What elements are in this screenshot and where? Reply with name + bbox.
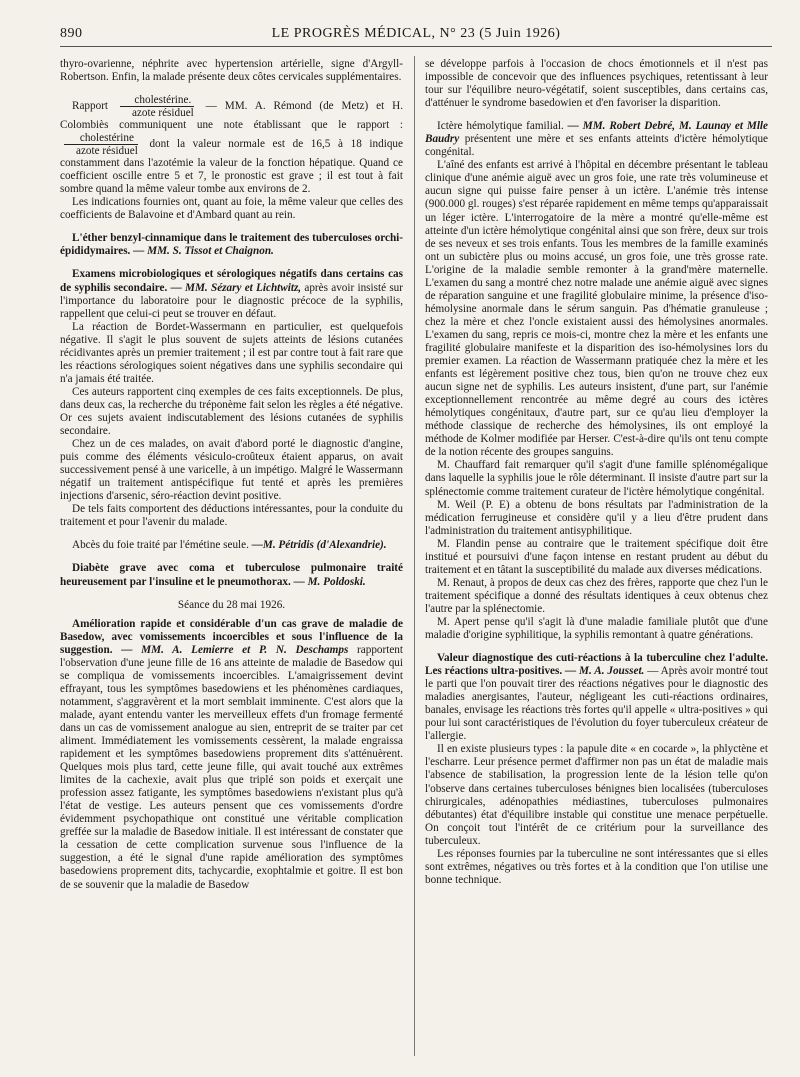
paragraph: M. Chauffard fait remarquer qu'il s'agit d'une famille splénomégalique dans laquelle la syphilis joue le rôle déterminant. Il insiste d'autre part sur la splénectomie comme traitement curateur de l'ictère hémolytique congénital. — [425, 459, 768, 498]
paragraph: M. Renaut, à propos de deux cas chez des frères, rapporte que chez l'un le traitement spécifique a donné des résultats identiques à ceux obtenus chez l'autre par la splénectomie. — [425, 576, 768, 615]
paragraph: M. Apert pense qu'il s'agit là d'une maladie familiale plutôt que d'une maladie d'origine syphilitique, la syphilis remontant à quatre générations. — [425, 615, 768, 642]
paragraph: La réaction de Bordet-Wassermann en particulier, est quelquefois négative. Il s'agit le plus souvent de sujets atteints de lésions cutanées récidivantes après un premier traitement ; il est par contre tout à fait rare que les réactions sérologiques soient négatives dans une syphilis secondaire qui n'a jamais été traitée. — [60, 320, 403, 385]
section-title: L'éther benzyl-cinnamique dans le traitement des tuberculoses orchi-épididymaires. — [60, 232, 403, 258]
section-title: Abcès du foie traité par l'émétine seule. — [72, 539, 249, 552]
right-column — [425, 58, 768, 1063]
left-column — [60, 58, 403, 1063]
paragraph: Les indications fournies ont, quant au foie, la même valeur que celles des coefficients de Balavoine et d'Ambard quant au rein. — [60, 196, 403, 222]
paragraph: Les réponses fournies par la tuberculine ne sont intéressantes que si elles sont extrêmes, négatives ou très fortes et à la condition que l'on utilise une bonne technique. — [425, 847, 768, 886]
section-title: Ictère hémolytique familial. — [437, 120, 564, 133]
paragraph: Ces auteurs rapportent cinq exemples de ces faits exceptionnels. De plus, dans deux cas, la recherche du tréponème fait selon les règles a été négative. Or ces sujets avaient indiscutablement des lésions cutanées de syphilis secondaire. — [60, 385, 403, 438]
paragraph: Chez un de ces malades, on avait d'abord porté le diagnostic d'angine, puis comme des éléments vésiculo-croûteux étaient apparus, on avait successivement pensé à une varicelle, à un impétigo. Malgré le Wassermann négatif un traitement antispécifique fut tenté et après les premières injections d'arsenic, séro-réaction devint positive. — [60, 438, 403, 503]
rapport-section: Rapport $\frac{\text{cholestérine.}}{\text{azote résiduel}}$ — MM. A. Rémond (de Metz) et H. Colombiès communiquent une note établissant que le rapport : $\frac{\text{cholestérine}}{\text{azote résiduel}}$ dont la valeur normale est de 16,5 à 18 indique constamment dans l'azotémie la valeur de la fonction hépatique. Quand ce coefficient oscille entre 5 et 7, le pronostic est grave ; il est tout à fait sombre quand la même valeur tombe aux environs de 2. — [60, 94, 403, 196]
seance-heading: Séance du 28 mai 1926. — [177, 598, 286, 611]
paragraph: L'aîné des enfants est arrivé à l'hôpital en décembre présentant le tableau clinique d'une anémie aiguë avec un gros foie, une rate très volumineuse et aucun signe qui puisse faire penser à un ictère. L'anémie très intense (900.000 gl. rouges) s'est réparée rapidement en même temps qu'apparaissait un léger ictère. L'interrogatoire de la mère a montré qu'elle-même est atteinte d'un ictère hémolytique congénital ainsi que son frère, deux sur trois de ses neveux et ses trois enfants. Tous les membres de la famille examinés ont un subictère plus ou moins accusé, un gros foie, une très grosse rate. L'origine de la maladie semble remonter à la grand'mère maternelle. L'examen du sang a montré chez notre malade une anémie aiguë avec signes de réparation sanguine et une fragilité globulaire minime, la présence d'iso-hémolysine anormale dans le sérum sanguin. Pas d'hématie granuleuse ; chez la mère et chez l'oncle existaient aussi des hémolysines anormales. L'examen du sang, repris ce mois-ci, montre chez la mère et les enfants une fragilité globulaire manifeste et la disparition des iso-hémolysines lors du premier examen. La réaction de Wassermann pratiquée chez la mère et les enfants est légèrement positive chez tous, bien qu'on ne trouve chez eux aucun signe net de syphilis. Les auteurs insistent, d'une part, sur l'anémie exceptionnellement rencontrée au même degré au cours des ictères hémolytiques congénitaux, d'autre part, sur ce qu'au lieu d'employer la méthode classique de recherche des hémolysines, ils ont employé la méthode de Kolmer modifiée par Herser. C'est-à-dire qu'ils ont tenu compte de la notion récente des groupes sanguins. — [425, 159, 768, 459]
section-title: Valeur diagnostique des cuti-réactions à la tuberculine chez l'adulte. Les réactions ultra-positives. — [425, 652, 768, 678]
page-number: 890 — [60, 26, 83, 41]
ether-section — [60, 232, 403, 258]
authors: — MM. Robert Debré, M. Launay et Mlle Baudry — [425, 120, 768, 146]
column-divider — [414, 56, 415, 1056]
amelioration-section: Amélioration rapide et considérable d'un cas grave de maladie de Basedow, avec vomissements incoercibles et sous l'influence de la suggestion. — MM. A. Lemierre et P. N. Deschamps rapportent l'observation d'une jeune fille de 16 ans atteinte de maladie de Basedow qui se compliqua de vomissements incoercibles. L'amaigrissement devint effrayant, tous les symptômes basedowiens et les phénomènes cardiaques, notamment, s'aggravèrent et la mort semblait imminente. C'est alors que la malade, ayant entendu vanter les merveilleux effets d'un fromage fermenté dans un cas de vomissement analogue au sien, entreprit de se traiter par cet aliment. Immédiatement les vomissements cessèrent, la malade engraissa rapidement et les symptômes basedowiens proprement dits s'atténuèrent. Quelques mois plus tard, cette jeune fille, qui avait touché aux extrêmes limites de la cachexie, avait plus que triplé son poids et exerçait une profession assez fatigante, les symptômes basedowiens n'existant plus qu'à l'état de vestige. Les auteurs pensent que ces vomissements d'ordre évidemment psychopathique ont constitué une véritable complication greffée sur la maladie de Basedow initiale. Il est intéressant de constater que la cessation de cette complication survenue sous l'influence de la suggestion, a été le signal d'une rapide amélioration des symptômes basedowiens proprement dits, tachycardie, exophtalmie et goitre. Il est bon de se souvenir que la maladie de Basedow — [60, 617, 403, 891]
paragraph: se développe parfois à l'occasion de chocs émotionnels et il n'est pas impossible de concevoir que des influences psychiques, retentissant à leur tour sur l'équilibre neuro-végétatif, soient susceptibles, dans certains cas, d'atténuer le syndrome basedowien et d'en favoriser la disparition. — [425, 58, 768, 110]
section-title: Examens microbiologiques et sérologiques négatifs dans certains cas de syphilis secondaire. — [60, 268, 403, 294]
page-header — [60, 24, 772, 47]
paragraph: M. Weil (P. E) a obtenu de bons résultats par l'administration de la médication ferrugineuse et considère qu'il y a lieu d'être prudent dans l'administration du traitement antisyphilitique. — [425, 498, 768, 537]
authors: — MM. Sézary et Lichtwitz, — [170, 281, 302, 294]
paragraph: thyro-ovarienne, néphrite avec hypertension artérielle, signe d'Argyll-Robertson. Enfin, la malade présente deux côtes cervicales supplémentaires. — [60, 58, 403, 84]
examens-section: Examens microbiologiques et sérologiques négatifs dans certains cas de syphilis secondaire. — MM. Sézary et Lichtwitz, après avoir insisté sur l'importance du laboratoire pour le diagnostic précoce de la syphilis, rappellent que celui-ci peut se trouver en défaut. — [60, 268, 403, 320]
diabete-section — [60, 562, 403, 588]
paragraph: Il en existe plusieurs types : la papule dite « en cocarde », la phlyctène et l'escharre. Leur présence permet d'affirmer non pas un état de maladie mais l'absence de stabilisation, la progression lente de la lésion telle qu'on l'observe dans certaines tuberculoses bénignes bien localisées (tuberculoses chirurgicales, adénopathies médiastines, tuberculoses pulmonaires débutantes) état d'équilibre instable qui constitue une menace perpétuelle. On conçoit tout l'intérêt de ce critérium pour la surveillance des tuberculeux. — [425, 743, 768, 847]
ictere-section: Ictère hémolytique familial. — MM. Robert Debré, M. Launay et Mlle Baudry présentent une mère et ses enfants atteints d'ictère hémolytique congénital. — [425, 120, 768, 159]
valeur-section: Valeur diagnostique des cuti-réactions à la tuberculine chez l'adulte. Les réactions ultra-positives. — M. A. Jousset. — Après avoir montré tout le parti que l'on pouvait tirer des réactions négatives pour le diagnostic des maladies anergisantes, l'auteur, négligeant les cuti-réactions ordinaires, banales, envisage les réactions très fortes qu'il appelle « ultra-positives » qui pour lui sont caractéristiques de l'évolution du foyer tuberculeux créateur de l'allergie. — [425, 652, 768, 743]
journal-title: LE PROGRÈS MÉDICAL, N° 23 (5 Juin 1926) — [271, 26, 561, 41]
section-title: Amélioration rapide et considérable d'un cas grave de maladie de Basedow, avec vomissements incoercibles et sous l'influence de la suggestion. — [60, 617, 403, 656]
section-title: Diabète grave avec coma et tuberculose pulmonaire traité heureusement par l'insuline et le pneumothorax. — [60, 562, 403, 588]
paragraph: De tels faits comportent des déductions intéressantes, pour la conduite du traitement et pour l'avenir du malade. — [60, 503, 403, 529]
authors: —M. Pétridis (d'Alexandrie). — [251, 539, 387, 552]
paragraph: M. Flandin pense au contraire que le traitement spécifique doit être institué et poursuivi d'une façon intense en restant prudent au début du traitement et en tâtant la susceptibilité du malade aux diverses médications. — [425, 537, 768, 576]
authors: — M. Poldoski. — [293, 575, 366, 588]
abces-section — [60, 539, 403, 552]
ratio-formula: $\frac{\text{cholestérine.}}{\text{azote résiduel}}$ — [120, 94, 194, 119]
authors: — MM. A. Lemierre et P. N. Deschamps — [121, 643, 349, 656]
authors: — M. A. Jousset. — [565, 665, 645, 678]
authors: — MM. S. Tissot et Chaignon. — [133, 245, 274, 258]
ratio-formula: $\frac{\text{cholestérine}}{\text{azote résiduel}}$ — [64, 132, 138, 157]
